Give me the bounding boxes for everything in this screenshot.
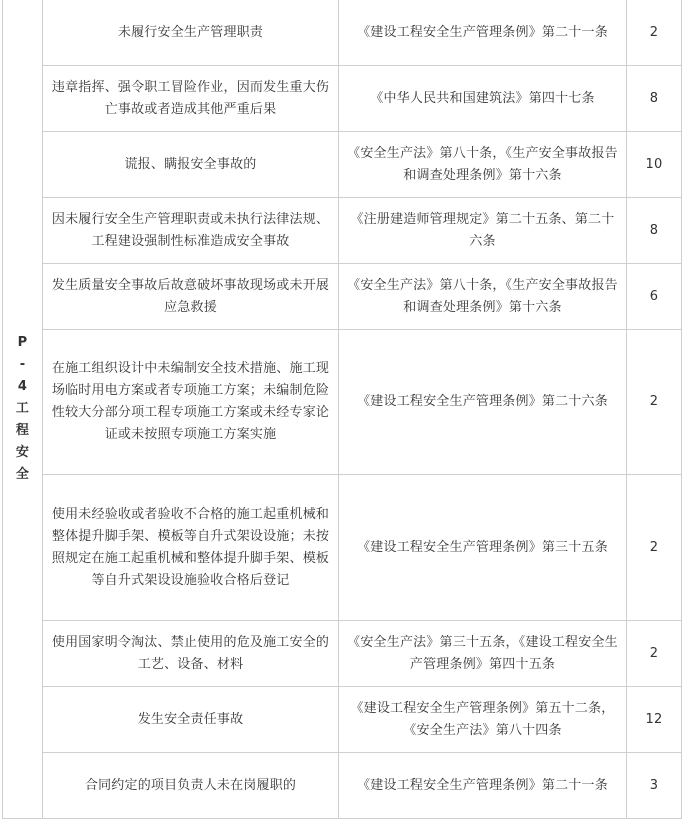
basis-cell: 《安全生产法》第三十五条，《建设工程安全生产管理条例》第四十五条 [339, 621, 627, 687]
basis-cell: 《建设工程安全生产管理条例》第二十一条 [339, 0, 627, 66]
table-row [3, 621, 682, 687]
behavior-cell: 违章指挥、强令职工冒险作业，因而发生重大伤亡事故或者造成其他严重后果 [43, 66, 339, 132]
penalty-table [2, 0, 682, 819]
table-row [3, 264, 682, 330]
table-row [3, 687, 682, 753]
behavior-cell: 因未履行安全生产管理职责或未执行法律法规、工程建设强制性标准造成安全事故 [43, 198, 339, 264]
category-name: 工程安全 [15, 401, 30, 482]
table-row [3, 0, 682, 66]
score-cell: 3 [627, 753, 682, 819]
score-cell: 2 [627, 330, 682, 475]
score-cell: 2 [627, 475, 682, 621]
basis-cell: 《建设工程安全生产管理条例》第三十五条 [339, 475, 627, 621]
score-cell: 2 [627, 621, 682, 687]
behavior-cell: 未履行安全生产管理职责 [43, 0, 339, 66]
score-cell: 6 [627, 264, 682, 330]
basis-cell: 《中华人民共和国建筑法》第四十七条 [339, 66, 627, 132]
basis-cell: 《建设工程安全生产管理条例》第二十一条 [339, 753, 627, 819]
table-row [3, 330, 682, 475]
score-cell: 8 [627, 66, 682, 132]
table-row [3, 475, 682, 621]
table-row [3, 753, 682, 819]
basis-cell: 《建设工程安全生产管理条例》第五十二条，《安全生产法》第八十四条 [339, 687, 627, 753]
basis-cell: 《注册建造师管理规定》第二十五条、第二十六条 [339, 198, 627, 264]
behavior-cell: 使用国家明令淘汰、禁止使用的危及施工安全的工艺、设备、材料 [43, 621, 339, 687]
category-code: P-4 [17, 335, 28, 394]
basis-cell: 《建设工程安全生产管理条例》第二十六条 [339, 330, 627, 475]
score-cell: 12 [627, 687, 682, 753]
behavior-cell: 合同约定的项目负责人未在岗履职的 [43, 753, 339, 819]
score-cell: 10 [627, 132, 682, 198]
behavior-cell: 使用未经验收或者验收不合格的施工起重机械和整体提升脚手架、模板等自升式架设设施；未按照规定在施工起重机械和整体提升脚手架、模板等自升式架设设施验收合格后登记 [43, 475, 339, 621]
table-row [3, 132, 682, 198]
behavior-cell: 发生质量安全事故后故意破坏事故现场或未开展应急救援 [43, 264, 339, 330]
score-cell: 2 [627, 0, 682, 66]
table-row [3, 198, 682, 264]
category-cell [3, 0, 43, 819]
behavior-cell: 在施工组织设计中未编制安全技术措施、施工现场临时用电方案或者专项施工方案；未编制危险性较大分部分项工程专项施工方案或未经专家论证或未按照专项施工方案实施 [43, 330, 339, 475]
basis-cell: 《安全生产法》第八十条，《生产安全事故报告和调查处理条例》第十六条 [339, 132, 627, 198]
behavior-cell: 谎报、瞒报安全事故的 [43, 132, 339, 198]
basis-cell: 《安全生产法》第八十条，《生产安全事故报告和调查处理条例》第十六条 [339, 264, 627, 330]
table-row [3, 66, 682, 132]
behavior-cell: 发生安全责任事故 [43, 687, 339, 753]
score-cell: 8 [627, 198, 682, 264]
